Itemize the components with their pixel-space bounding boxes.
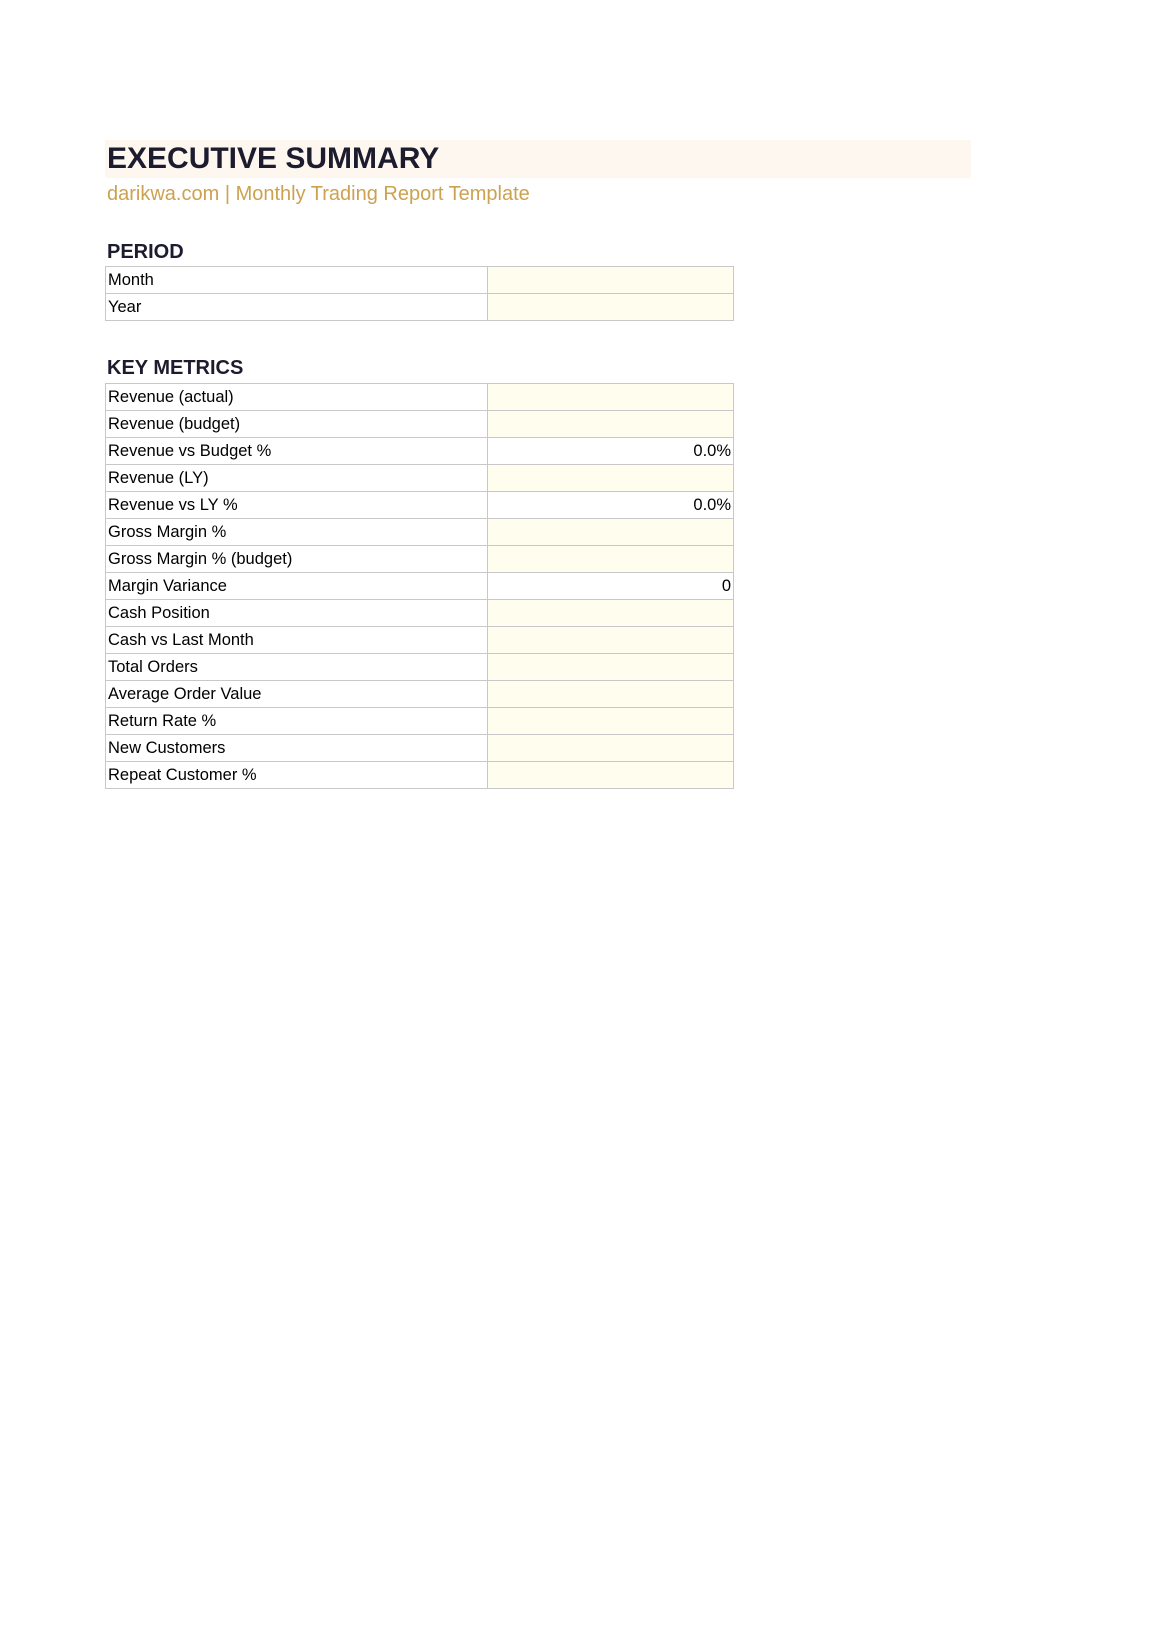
table-row <box>106 492 734 519</box>
metric-value-cell[interactable] <box>488 384 734 411</box>
table-row <box>106 600 734 627</box>
table-row <box>106 573 734 600</box>
key-metrics-heading: KEY METRICS <box>107 357 244 379</box>
period-heading: PERIOD <box>107 241 184 263</box>
table-row <box>106 708 734 735</box>
table-row <box>106 438 734 465</box>
metric-label: Gross Margin % <box>106 519 488 546</box>
period-month-label: Month <box>106 267 488 294</box>
table-row <box>106 465 734 492</box>
metric-label: Revenue vs Budget % <box>106 438 488 465</box>
metric-value-cell[interactable] <box>488 600 734 627</box>
metric-label: Gross Margin % (budget) <box>106 546 488 573</box>
metric-value-cell[interactable] <box>488 546 734 573</box>
table-row <box>106 735 734 762</box>
metric-label: Return Rate % <box>106 708 488 735</box>
table-row <box>106 627 734 654</box>
table-row <box>106 267 734 294</box>
period-year-label: Year <box>106 294 488 321</box>
period-year-cell[interactable] <box>488 294 734 321</box>
page-title: EXECUTIVE SUMMARY <box>107 142 440 175</box>
table-row <box>106 546 734 573</box>
table-row <box>106 519 734 546</box>
metric-label: Revenue vs LY % <box>106 492 488 519</box>
metric-value-cell[interactable] <box>488 735 734 762</box>
metric-value-cell[interactable] <box>488 465 734 492</box>
metric-value-cell[interactable] <box>488 411 734 438</box>
metric-value-cell[interactable] <box>488 762 734 789</box>
period-table <box>105 266 734 321</box>
metric-value-cell[interactable]: 0.0% <box>488 492 734 519</box>
metric-value-cell[interactable] <box>488 708 734 735</box>
table-row <box>106 294 734 321</box>
metric-label: Revenue (LY) <box>106 465 488 492</box>
metric-value-cell[interactable]: 0.0% <box>488 438 734 465</box>
table-row <box>106 411 734 438</box>
metric-label: New Customers <box>106 735 488 762</box>
metric-value-cell[interactable] <box>488 627 734 654</box>
metric-label: Total Orders <box>106 654 488 681</box>
page-subtitle: darikwa.com | Monthly Trading Report Template <box>107 183 530 205</box>
period-month-cell[interactable] <box>488 267 734 294</box>
metric-label: Repeat Customer % <box>106 762 488 789</box>
key-metrics-table <box>105 383 734 789</box>
metric-value-cell[interactable]: 0 <box>488 573 734 600</box>
metric-value-cell[interactable] <box>488 519 734 546</box>
metric-label: Margin Variance <box>106 573 488 600</box>
metric-label: Average Order Value <box>106 681 488 708</box>
metric-label: Cash Position <box>106 600 488 627</box>
metric-label: Revenue (budget) <box>106 411 488 438</box>
table-row <box>106 762 734 789</box>
table-row <box>106 681 734 708</box>
metric-label: Revenue (actual) <box>106 384 488 411</box>
metric-value-cell[interactable] <box>488 681 734 708</box>
table-row <box>106 654 734 681</box>
metric-label: Cash vs Last Month <box>106 627 488 654</box>
metric-value-cell[interactable] <box>488 654 734 681</box>
table-row <box>106 384 734 411</box>
